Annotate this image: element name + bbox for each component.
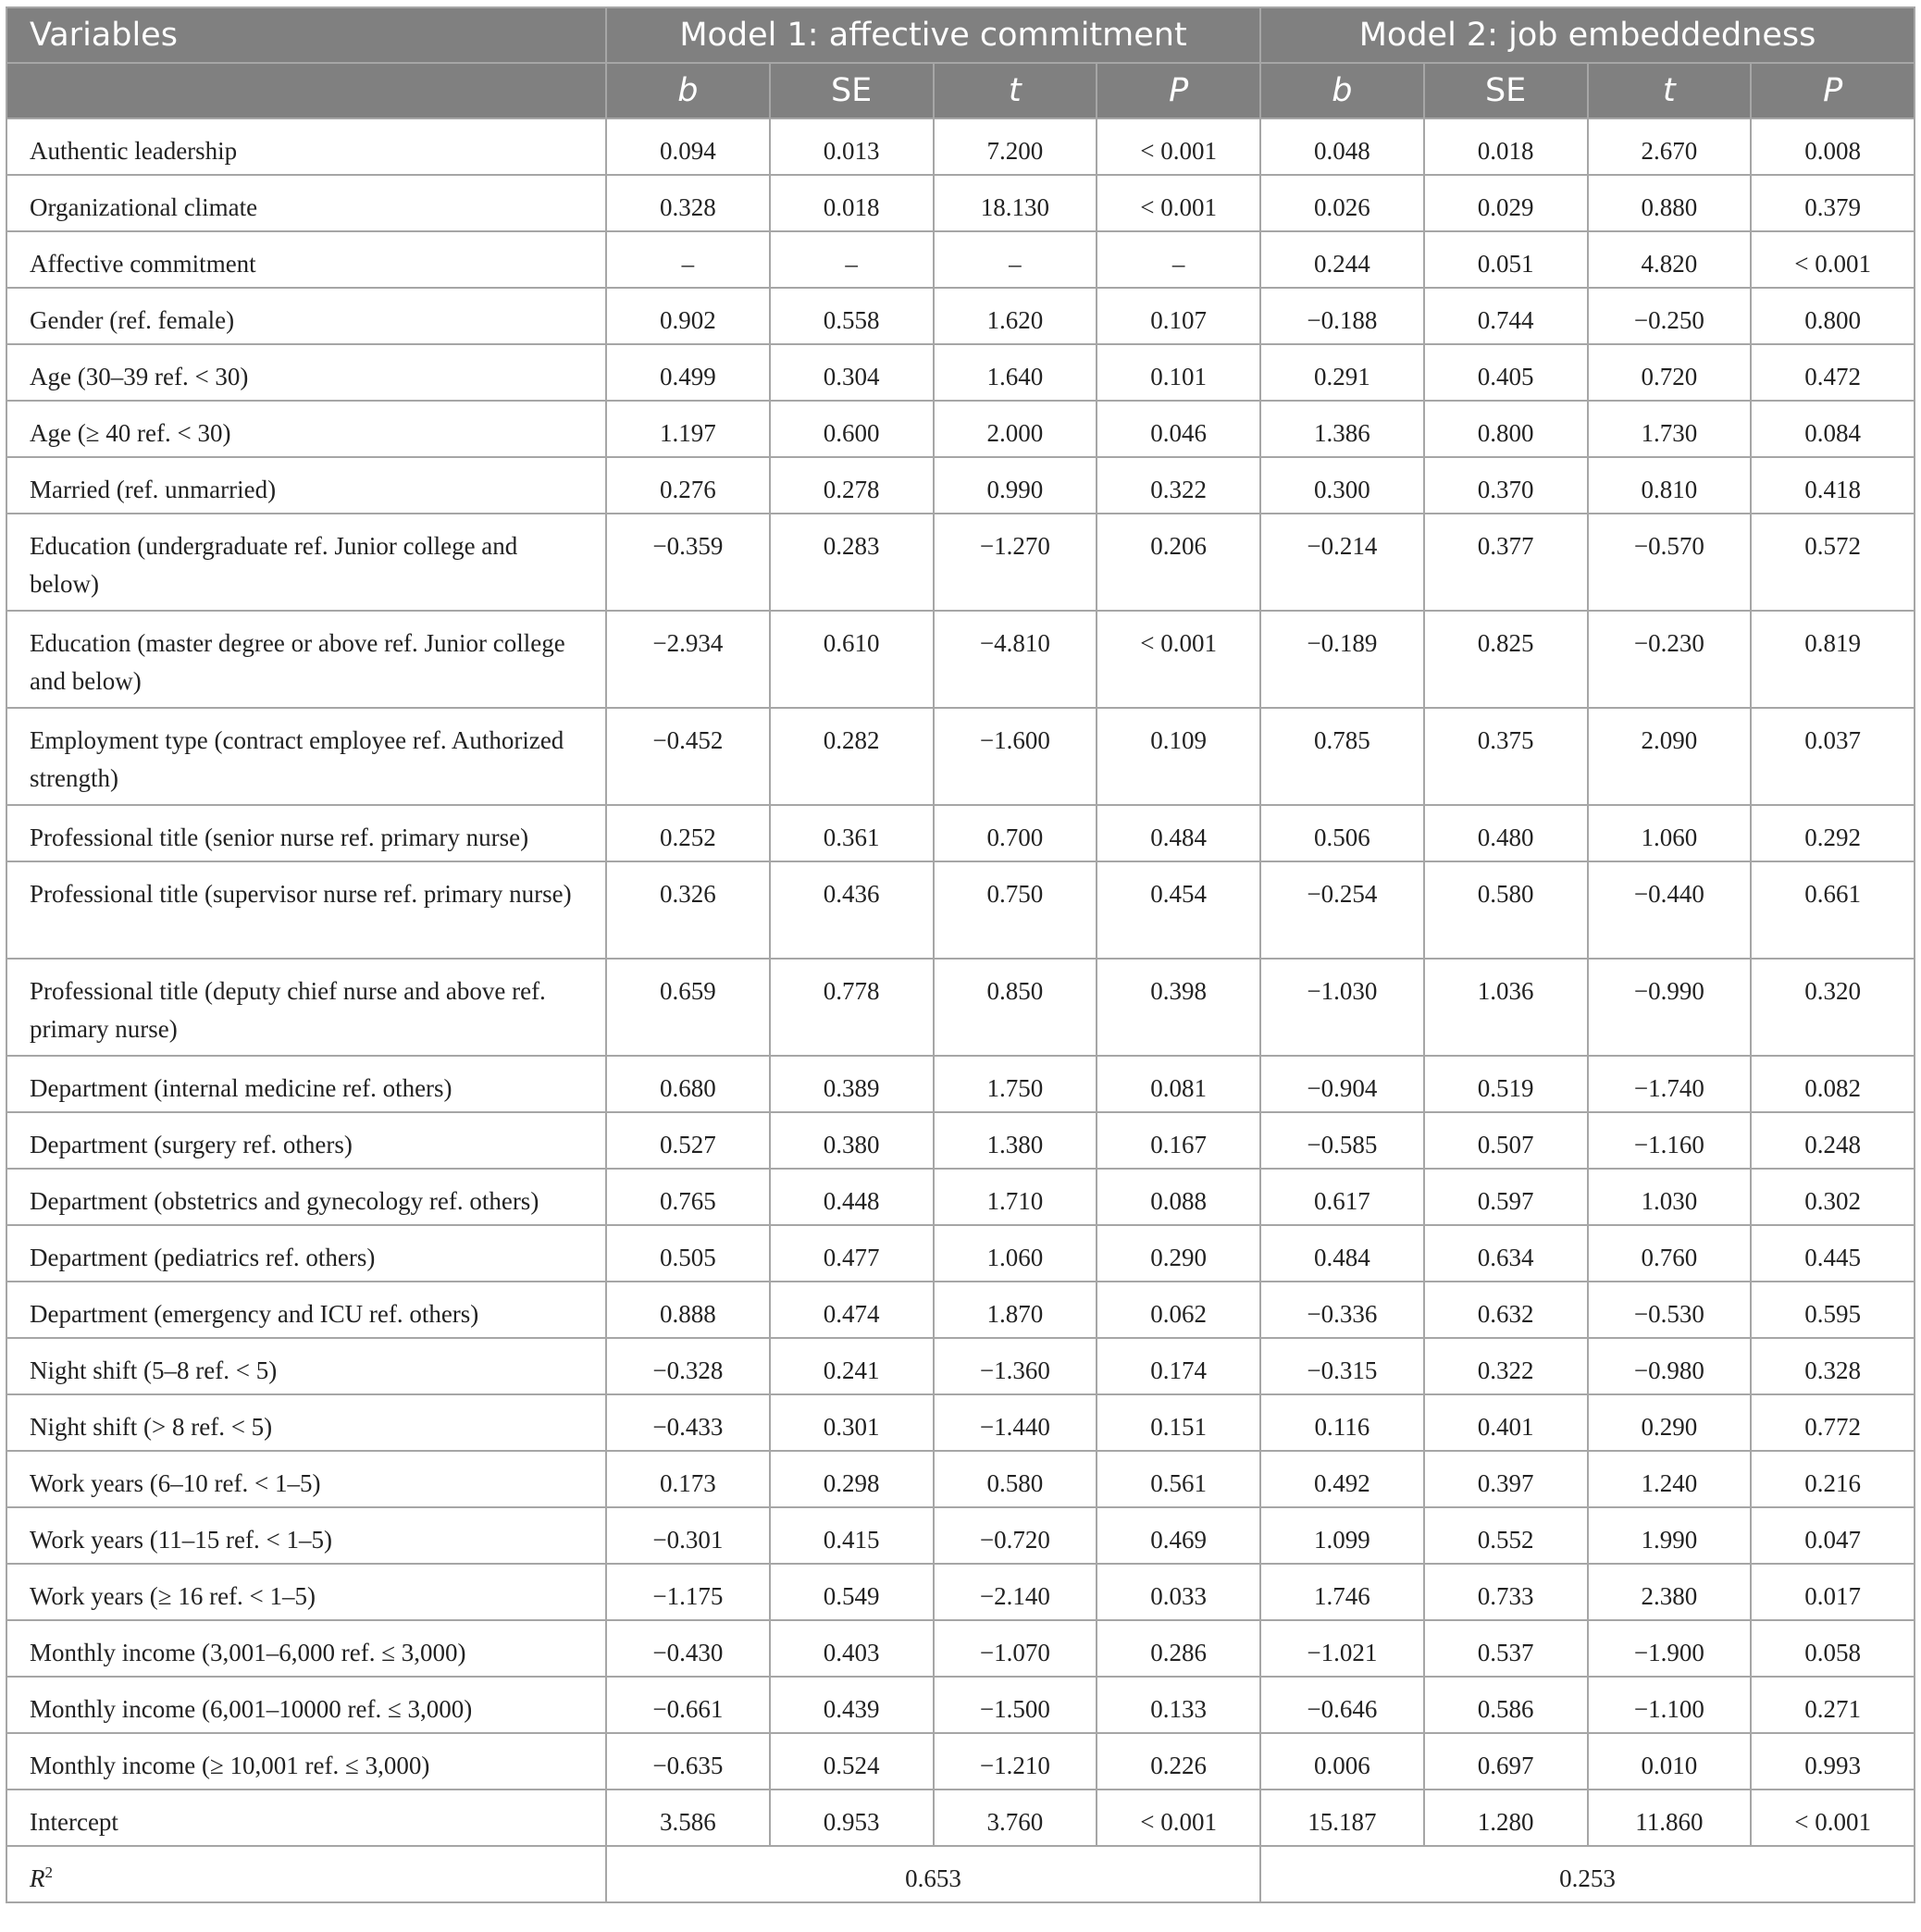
cell-p-model2: 0.572 xyxy=(1751,514,1915,611)
cell-p-model2: 0.302 xyxy=(1751,1169,1915,1225)
table-row xyxy=(6,514,1915,611)
cell-t-model2: 1.060 xyxy=(1588,805,1752,861)
cell-p-model1: 0.561 xyxy=(1097,1451,1260,1507)
cell-b-model2: 0.484 xyxy=(1260,1225,1424,1282)
cell-t-model1: 0.990 xyxy=(934,457,1097,514)
variable-label: Department (internal medicine ref. others) xyxy=(6,1056,606,1112)
variable-label: Employment type (contract employee ref. Authorized strength) xyxy=(6,708,606,805)
r-squared-label xyxy=(6,1846,606,1902)
cell-t-model1: −1.210 xyxy=(934,1733,1097,1790)
cell-p-model2: 0.084 xyxy=(1751,401,1915,457)
regression-table xyxy=(6,6,1915,1903)
cell-se-model1: 0.278 xyxy=(770,457,934,514)
cell-b-model1: −0.359 xyxy=(606,514,770,611)
table-row xyxy=(6,1169,1915,1225)
cell-t-model2: 2.670 xyxy=(1588,118,1752,175)
cell-b-model2: 1.746 xyxy=(1260,1564,1424,1620)
cell-b-model2: 0.026 xyxy=(1260,175,1424,231)
cell-p-model2: 0.216 xyxy=(1751,1451,1915,1507)
variable-label: Work years (11–15 ref. < 1–5) xyxy=(6,1507,606,1564)
cell-p-model1: 0.046 xyxy=(1097,401,1260,457)
cell-b-model1: 0.326 xyxy=(606,861,770,959)
cell-t-model2: 4.820 xyxy=(1588,231,1752,288)
cell-se-model1: 0.389 xyxy=(770,1056,934,1112)
cell-p-model1: 0.322 xyxy=(1097,457,1260,514)
cell-b-model1: 0.173 xyxy=(606,1451,770,1507)
variable-label: Age (30–39 ref. < 30) xyxy=(6,344,606,401)
cell-se-model1: 0.013 xyxy=(770,118,934,175)
cell-t-model1: −1.440 xyxy=(934,1394,1097,1451)
table-body xyxy=(6,118,1915,1902)
table-row xyxy=(6,1677,1915,1733)
cell-t-model2: 11.860 xyxy=(1588,1790,1752,1846)
cell-t-model1: 1.710 xyxy=(934,1169,1097,1225)
header-row-stats xyxy=(6,63,1915,118)
cell-b-model1: −2.934 xyxy=(606,611,770,708)
header-t-model1: t xyxy=(934,63,1097,118)
cell-p-model1: 0.484 xyxy=(1097,805,1260,861)
cell-se-model2: 0.397 xyxy=(1424,1451,1588,1507)
cell-b-model2: 0.506 xyxy=(1260,805,1424,861)
cell-p-model2: 0.595 xyxy=(1751,1282,1915,1338)
variable-label: Department (pediatrics ref. others) xyxy=(6,1225,606,1282)
cell-b-model2: −0.188 xyxy=(1260,288,1424,344)
cell-se-model2: 1.036 xyxy=(1424,959,1588,1056)
header-se-model1: SE xyxy=(770,63,934,118)
cell-t-model1: −1.270 xyxy=(934,514,1097,611)
cell-se-model1: 0.549 xyxy=(770,1564,934,1620)
cell-se-model2: 0.632 xyxy=(1424,1282,1588,1338)
cell-se-model1: 0.301 xyxy=(770,1394,934,1451)
header-b-model1: b xyxy=(606,63,770,118)
header-p-model2: P xyxy=(1751,63,1915,118)
cell-se-model1: 0.558 xyxy=(770,288,934,344)
cell-p-model1: < 0.001 xyxy=(1097,611,1260,708)
cell-b-model1: −0.635 xyxy=(606,1733,770,1790)
cell-p-model1: 0.290 xyxy=(1097,1225,1260,1282)
cell-se-model1: 0.448 xyxy=(770,1169,934,1225)
r-squared-model2: 0.253 xyxy=(1260,1846,1915,1902)
cell-se-model2: 0.507 xyxy=(1424,1112,1588,1169)
cell-t-model1: −0.720 xyxy=(934,1507,1097,1564)
table-row xyxy=(6,959,1915,1056)
cell-se-model2: 0.377 xyxy=(1424,514,1588,611)
cell-se-model1: 0.778 xyxy=(770,959,934,1056)
cell-se-model2: 0.405 xyxy=(1424,344,1588,401)
cell-p-model1: 0.398 xyxy=(1097,959,1260,1056)
cell-p-model2: 0.292 xyxy=(1751,805,1915,861)
cell-b-model2: −0.189 xyxy=(1260,611,1424,708)
cell-b-model1: 0.499 xyxy=(606,344,770,401)
cell-se-model2: 0.733 xyxy=(1424,1564,1588,1620)
cell-p-model1: < 0.001 xyxy=(1097,1790,1260,1846)
cell-b-model1: – xyxy=(606,231,770,288)
cell-t-model1: 0.750 xyxy=(934,861,1097,959)
cell-b-model1: −1.175 xyxy=(606,1564,770,1620)
table-row xyxy=(6,1790,1915,1846)
cell-b-model2: −0.646 xyxy=(1260,1677,1424,1733)
cell-se-model2: 0.018 xyxy=(1424,118,1588,175)
header-row-models xyxy=(6,7,1915,63)
cell-t-model1: −2.140 xyxy=(934,1564,1097,1620)
cell-se-model1: 0.600 xyxy=(770,401,934,457)
cell-p-model1: < 0.001 xyxy=(1097,118,1260,175)
cell-b-model1: 1.197 xyxy=(606,401,770,457)
cell-t-model1: −4.810 xyxy=(934,611,1097,708)
cell-b-model1: −0.433 xyxy=(606,1394,770,1451)
header-p-model1: P xyxy=(1097,63,1260,118)
cell-p-model1: 0.133 xyxy=(1097,1677,1260,1733)
cell-se-model1: 0.282 xyxy=(770,708,934,805)
cell-se-model1: 0.524 xyxy=(770,1733,934,1790)
cell-se-model1: 0.474 xyxy=(770,1282,934,1338)
cell-t-model1: 3.760 xyxy=(934,1790,1097,1846)
cell-se-model1: 0.610 xyxy=(770,611,934,708)
cell-t-model2: 2.090 xyxy=(1588,708,1752,805)
cell-se-model1: 0.380 xyxy=(770,1112,934,1169)
variable-label: Monthly income (≥ 10,001 ref. ≤ 3,000) xyxy=(6,1733,606,1790)
cell-b-model1: 0.902 xyxy=(606,288,770,344)
variable-label: Gender (ref. female) xyxy=(6,288,606,344)
cell-p-model1: 0.206 xyxy=(1097,514,1260,611)
cell-se-model1: 0.361 xyxy=(770,805,934,861)
variable-label: Work years (≥ 16 ref. < 1–5) xyxy=(6,1564,606,1620)
cell-b-model2: −0.315 xyxy=(1260,1338,1424,1394)
cell-p-model2: 0.320 xyxy=(1751,959,1915,1056)
table-row xyxy=(6,611,1915,708)
variable-label: Education (master degree or above ref. Junior college and below) xyxy=(6,611,606,708)
cell-p-model2: 0.037 xyxy=(1751,708,1915,805)
variable-label: Monthly income (6,001–10000 ref. ≤ 3,000) xyxy=(6,1677,606,1733)
cell-t-model2: −1.160 xyxy=(1588,1112,1752,1169)
cell-se-model2: 0.634 xyxy=(1424,1225,1588,1282)
cell-se-model2: 0.370 xyxy=(1424,457,1588,514)
cell-p-model2: 0.008 xyxy=(1751,118,1915,175)
cell-t-model2: −0.530 xyxy=(1588,1282,1752,1338)
cell-t-model2: 2.380 xyxy=(1588,1564,1752,1620)
cell-b-model1: 3.586 xyxy=(606,1790,770,1846)
cell-se-model2: 0.375 xyxy=(1424,708,1588,805)
cell-p-model2: 0.047 xyxy=(1751,1507,1915,1564)
cell-t-model1: 0.850 xyxy=(934,959,1097,1056)
cell-b-model1: −0.430 xyxy=(606,1620,770,1677)
cell-b-model2: −0.904 xyxy=(1260,1056,1424,1112)
header-model1: Model 1: affective commitment xyxy=(606,7,1260,63)
cell-p-model2: 0.271 xyxy=(1751,1677,1915,1733)
cell-b-model2: −0.254 xyxy=(1260,861,1424,959)
cell-p-model1: 0.174 xyxy=(1097,1338,1260,1394)
cell-b-model2: 0.244 xyxy=(1260,231,1424,288)
variable-label: Professional title (supervisor nurse ref. primary nurse) xyxy=(6,861,606,959)
cell-se-model2: 0.537 xyxy=(1424,1620,1588,1677)
cell-se-model1: 0.298 xyxy=(770,1451,934,1507)
table-row xyxy=(6,175,1915,231)
cell-b-model1: 0.505 xyxy=(606,1225,770,1282)
variable-label: Professional title (deputy chief nurse and above ref. primary nurse) xyxy=(6,959,606,1056)
cell-t-model1: – xyxy=(934,231,1097,288)
table-row xyxy=(6,1225,1915,1282)
header-t-model2: t xyxy=(1588,63,1752,118)
cell-b-model2: −0.336 xyxy=(1260,1282,1424,1338)
cell-p-model1: 0.454 xyxy=(1097,861,1260,959)
cell-se-model2: 0.597 xyxy=(1424,1169,1588,1225)
cell-b-model1: −0.301 xyxy=(606,1507,770,1564)
cell-p-model2: 0.800 xyxy=(1751,288,1915,344)
variable-label: Professional title (senior nurse ref. primary nurse) xyxy=(6,805,606,861)
cell-p-model1: 0.167 xyxy=(1097,1112,1260,1169)
cell-t-model2: −1.100 xyxy=(1588,1677,1752,1733)
cell-p-model2: 0.472 xyxy=(1751,344,1915,401)
cell-b-model2: −1.021 xyxy=(1260,1620,1424,1677)
cell-p-model2: 0.772 xyxy=(1751,1394,1915,1451)
table-row xyxy=(6,288,1915,344)
cell-p-model1: 0.062 xyxy=(1097,1282,1260,1338)
cell-p-model2: 0.248 xyxy=(1751,1112,1915,1169)
cell-se-model1: 0.304 xyxy=(770,344,934,401)
cell-p-model2: 0.017 xyxy=(1751,1564,1915,1620)
cell-p-model2: 0.661 xyxy=(1751,861,1915,959)
cell-t-model1: 1.380 xyxy=(934,1112,1097,1169)
cell-p-model2: 0.379 xyxy=(1751,175,1915,231)
variable-label: Night shift (> 8 ref. < 5) xyxy=(6,1394,606,1451)
variable-label: Night shift (5–8 ref. < 5) xyxy=(6,1338,606,1394)
cell-se-model2: 0.552 xyxy=(1424,1507,1588,1564)
cell-p-model2: 0.058 xyxy=(1751,1620,1915,1677)
cell-b-model2: 0.492 xyxy=(1260,1451,1424,1507)
cell-p-model2: 0.445 xyxy=(1751,1225,1915,1282)
cell-t-model2: −0.440 xyxy=(1588,861,1752,959)
cell-t-model1: 1.640 xyxy=(934,344,1097,401)
variable-label: Department (surgery ref. others) xyxy=(6,1112,606,1169)
cell-p-model1: 0.286 xyxy=(1097,1620,1260,1677)
cell-t-model1: 1.060 xyxy=(934,1225,1097,1282)
table-row xyxy=(6,1338,1915,1394)
table-row xyxy=(6,1451,1915,1507)
cell-b-model2: 0.291 xyxy=(1260,344,1424,401)
variable-label: Department (emergency and ICU ref. others) xyxy=(6,1282,606,1338)
cell-se-model2: 0.029 xyxy=(1424,175,1588,231)
cell-b-model1: 0.680 xyxy=(606,1056,770,1112)
cell-t-model2: 1.030 xyxy=(1588,1169,1752,1225)
cell-se-model1: 0.018 xyxy=(770,175,934,231)
table-row xyxy=(6,1733,1915,1790)
table-row xyxy=(6,1282,1915,1338)
cell-p-model1: 0.469 xyxy=(1097,1507,1260,1564)
cell-p-model2: 0.819 xyxy=(1751,611,1915,708)
cell-t-model2: −0.230 xyxy=(1588,611,1752,708)
table-row xyxy=(6,1620,1915,1677)
cell-se-model1: – xyxy=(770,231,934,288)
cell-se-model1: 0.953 xyxy=(770,1790,934,1846)
cell-b-model1: 0.252 xyxy=(606,805,770,861)
variable-label: Authentic leadership xyxy=(6,118,606,175)
cell-se-model2: 0.480 xyxy=(1424,805,1588,861)
variable-label: Married (ref. unmarried) xyxy=(6,457,606,514)
cell-se-model2: 0.697 xyxy=(1424,1733,1588,1790)
cell-b-model2: 0.785 xyxy=(1260,708,1424,805)
cell-t-model1: 1.620 xyxy=(934,288,1097,344)
variable-label: Organizational climate xyxy=(6,175,606,231)
cell-se-model2: 0.051 xyxy=(1424,231,1588,288)
table-row xyxy=(6,344,1915,401)
table-row xyxy=(6,1507,1915,1564)
cell-se-model2: 0.519 xyxy=(1424,1056,1588,1112)
cell-t-model2: −0.980 xyxy=(1588,1338,1752,1394)
variable-label: Affective commitment xyxy=(6,231,606,288)
cell-p-model1: < 0.001 xyxy=(1097,175,1260,231)
cell-b-model2: 15.187 xyxy=(1260,1790,1424,1846)
cell-b-model2: 1.386 xyxy=(1260,401,1424,457)
cell-b-model2: −0.585 xyxy=(1260,1112,1424,1169)
cell-t-model1: 1.750 xyxy=(934,1056,1097,1112)
cell-se-model1: 0.283 xyxy=(770,514,934,611)
cell-se-model2: 1.280 xyxy=(1424,1790,1588,1846)
r-squared-superscript: 2 xyxy=(44,1864,53,1881)
cell-t-model2: 0.880 xyxy=(1588,175,1752,231)
table-row xyxy=(6,1394,1915,1451)
cell-p-model1: 0.107 xyxy=(1097,288,1260,344)
cell-t-model2: 0.760 xyxy=(1588,1225,1752,1282)
cell-t-model1: −1.070 xyxy=(934,1620,1097,1677)
cell-t-model2: −0.250 xyxy=(1588,288,1752,344)
cell-b-model2: 0.048 xyxy=(1260,118,1424,175)
cell-t-model2: −0.990 xyxy=(1588,959,1752,1056)
r-squared-row xyxy=(6,1846,1915,1902)
cell-p-model2: 0.993 xyxy=(1751,1733,1915,1790)
cell-b-model1: 0.276 xyxy=(606,457,770,514)
cell-se-model1: 0.241 xyxy=(770,1338,934,1394)
cell-p-model2: 0.418 xyxy=(1751,457,1915,514)
cell-p-model1: 0.033 xyxy=(1097,1564,1260,1620)
cell-se-model1: 0.415 xyxy=(770,1507,934,1564)
cell-t-model2: 0.290 xyxy=(1588,1394,1752,1451)
cell-t-model1: 2.000 xyxy=(934,401,1097,457)
cell-p-model2: < 0.001 xyxy=(1751,1790,1915,1846)
table-row xyxy=(6,401,1915,457)
cell-p-model2: 0.082 xyxy=(1751,1056,1915,1112)
cell-se-model2: 0.586 xyxy=(1424,1677,1588,1733)
cell-b-model1: −0.661 xyxy=(606,1677,770,1733)
cell-b-model1: −0.452 xyxy=(606,708,770,805)
cell-t-model2: 1.240 xyxy=(1588,1451,1752,1507)
header-empty xyxy=(6,63,606,118)
cell-t-model1: −1.600 xyxy=(934,708,1097,805)
cell-b-model1: 0.659 xyxy=(606,959,770,1056)
cell-p-model2: 0.328 xyxy=(1751,1338,1915,1394)
cell-t-model2: −0.570 xyxy=(1588,514,1752,611)
cell-b-model1: 0.328 xyxy=(606,175,770,231)
header-se-model2: SE xyxy=(1424,63,1588,118)
cell-t-model1: 7.200 xyxy=(934,118,1097,175)
cell-t-model1: −1.500 xyxy=(934,1677,1097,1733)
variable-label: Department (obstetrics and gynecology ref. others) xyxy=(6,1169,606,1225)
cell-t-model2: 0.810 xyxy=(1588,457,1752,514)
cell-b-model1: 0.094 xyxy=(606,118,770,175)
cell-b-model1: 0.765 xyxy=(606,1169,770,1225)
cell-b-model1: 0.527 xyxy=(606,1112,770,1169)
cell-se-model1: 0.436 xyxy=(770,861,934,959)
table-row xyxy=(6,231,1915,288)
cell-se-model2: 0.401 xyxy=(1424,1394,1588,1451)
table-row xyxy=(6,457,1915,514)
table-row xyxy=(6,708,1915,805)
cell-t-model2: 1.730 xyxy=(1588,401,1752,457)
cell-b-model1: 0.888 xyxy=(606,1282,770,1338)
cell-p-model1: 0.081 xyxy=(1097,1056,1260,1112)
cell-p-model1: 0.101 xyxy=(1097,344,1260,401)
cell-t-model1: 0.700 xyxy=(934,805,1097,861)
cell-b-model2: −0.214 xyxy=(1260,514,1424,611)
cell-b-model2: 0.617 xyxy=(1260,1169,1424,1225)
variable-label: Age (≥ 40 ref. < 30) xyxy=(6,401,606,457)
cell-se-model2: 0.800 xyxy=(1424,401,1588,457)
header-model2: Model 2: job embeddedness xyxy=(1260,7,1915,63)
cell-se-model2: 0.322 xyxy=(1424,1338,1588,1394)
variable-label: Education (undergraduate ref. Junior college and below) xyxy=(6,514,606,611)
cell-t-model2: 1.990 xyxy=(1588,1507,1752,1564)
table-row xyxy=(6,805,1915,861)
cell-b-model2: −1.030 xyxy=(1260,959,1424,1056)
table-row xyxy=(6,1056,1915,1112)
cell-p-model1: 0.109 xyxy=(1097,708,1260,805)
cell-se-model1: 0.439 xyxy=(770,1677,934,1733)
cell-p-model1: – xyxy=(1097,231,1260,288)
cell-t-model1: 0.580 xyxy=(934,1451,1097,1507)
cell-p-model1: 0.088 xyxy=(1097,1169,1260,1225)
cell-se-model2: 0.580 xyxy=(1424,861,1588,959)
cell-t-model2: −1.900 xyxy=(1588,1620,1752,1677)
cell-t-model2: 0.720 xyxy=(1588,344,1752,401)
table-row xyxy=(6,1112,1915,1169)
cell-p-model2: < 0.001 xyxy=(1751,231,1915,288)
cell-b-model2: 0.300 xyxy=(1260,457,1424,514)
cell-p-model1: 0.226 xyxy=(1097,1733,1260,1790)
cell-b-model1: −0.328 xyxy=(606,1338,770,1394)
variable-label: Monthly income (3,001–6,000 ref. ≤ 3,000) xyxy=(6,1620,606,1677)
cell-t-model1: −1.360 xyxy=(934,1338,1097,1394)
table-row xyxy=(6,1564,1915,1620)
variable-label: Work years (6–10 ref. < 1–5) xyxy=(6,1451,606,1507)
cell-b-model2: 1.099 xyxy=(1260,1507,1424,1564)
cell-se-model1: 0.403 xyxy=(770,1620,934,1677)
cell-b-model2: 0.116 xyxy=(1260,1394,1424,1451)
cell-t-model2: 0.010 xyxy=(1588,1733,1752,1790)
cell-b-model2: 0.006 xyxy=(1260,1733,1424,1790)
table-row xyxy=(6,861,1915,959)
cell-p-model1: 0.151 xyxy=(1097,1394,1260,1451)
cell-se-model2: 0.825 xyxy=(1424,611,1588,708)
table-row xyxy=(6,118,1915,175)
header-b-model2: b xyxy=(1260,63,1424,118)
cell-se-model1: 0.477 xyxy=(770,1225,934,1282)
cell-t-model1: 18.130 xyxy=(934,175,1097,231)
cell-t-model1: 1.870 xyxy=(934,1282,1097,1338)
r-squared-symbol: R xyxy=(30,1864,45,1892)
table-header xyxy=(6,7,1915,118)
cell-se-model2: 0.744 xyxy=(1424,288,1588,344)
r-squared-model1: 0.653 xyxy=(606,1846,1260,1902)
cell-t-model2: −1.740 xyxy=(1588,1056,1752,1112)
header-variables: Variables xyxy=(6,7,606,63)
variable-label: Intercept xyxy=(6,1790,606,1846)
